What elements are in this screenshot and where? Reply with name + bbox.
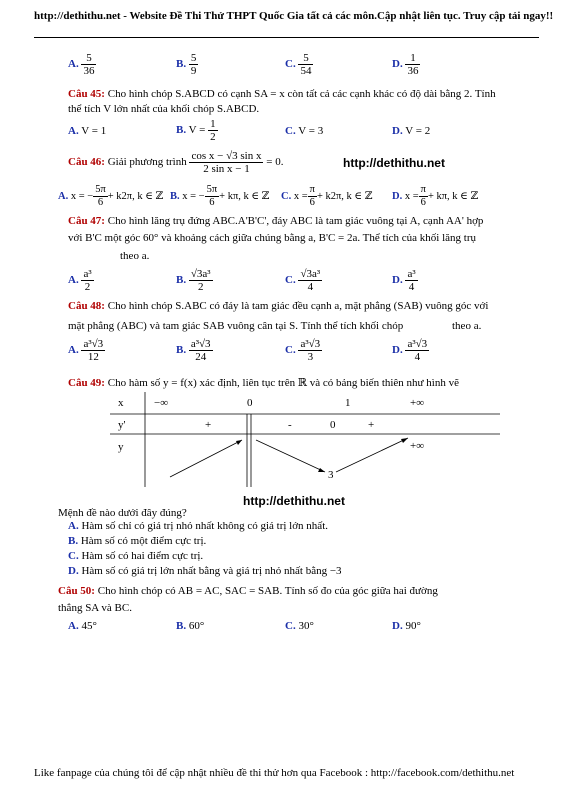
arrow-decrease — [256, 440, 325, 472]
page-header: http://dethithu.net - Website Đề Thi Thử THPT Quốc Gia tất cả các môn.Cập nhật liên tục. Truy cập tải ngay!! — [34, 10, 554, 22]
q46-option-c[interactable]: C. x = $\frac{\pi}{6}$ + k2π, k ∈ ℤ — [281, 184, 373, 208]
q47-line3: theo a. — [120, 250, 150, 262]
q46-stem: Câu 46: Giải phương trình $\frac{\text{cos x − √3 sin x}}{\text{2 sin x − 1}}$ = 0. — [68, 150, 284, 175]
q49-stem: Câu 49: Cho hàm số y = f(x) xác định, liên tục trên ℝ và có bảng biến thiên như hình vẽ — [68, 377, 459, 389]
q45-line2: thể tích V lớn nhất của khối chóp S.ABCD. — [68, 103, 260, 115]
variation-table — [110, 392, 505, 492]
x-value-pos-inf: +∞ — [410, 397, 425, 409]
row-label-x: x — [118, 397, 124, 409]
q44-option-d[interactable]: D. $\frac{1}{36}$ — [392, 52, 419, 77]
q50-line2: thẳng SA và BC. — [58, 602, 132, 614]
y-value-pos-inf: +∞ — [410, 440, 425, 452]
q48-line2: mặt phẳng (ABC) và tam giác SAB vuông cân tại S. Tính thể tích khối chóp — [68, 320, 404, 332]
q48-option-b[interactable]: B. $\frac{\text{a³√3}}{24}$ — [176, 338, 211, 363]
x-value-1: 1 — [345, 397, 351, 409]
yprime-sign-2: - — [288, 419, 292, 431]
q47-option-d[interactable]: D. $\frac{\text{a³}}{4}$ — [392, 268, 416, 293]
q48-option-d[interactable]: D. $\frac{\text{a³√3}}{4}$ — [392, 338, 428, 363]
q49-site-watermark: http://dethithu.net — [243, 494, 345, 508]
q50-option-d[interactable]: D. 90° — [392, 620, 421, 632]
q49-option-c[interactable]: C. Hàm số có hai điểm cực trị. — [68, 550, 204, 562]
x-value-0: 0 — [247, 397, 253, 409]
arrow-increase-2 — [336, 438, 408, 472]
y-value-min: 3 — [328, 469, 334, 481]
q45-option-a[interactable]: A. V = 1 — [68, 125, 107, 137]
q49-option-a[interactable]: A. Hàm số chỉ có giá trị nhỏ nhất không có giá trị lớn nhất. — [68, 520, 328, 532]
q45-option-b[interactable]: B. V = $\frac{1}{2}$ — [176, 118, 216, 143]
q44-option-a[interactable]: A. $\frac{5}{36}$ — [68, 52, 95, 77]
q50-option-c[interactable]: C. 30° — [285, 620, 314, 632]
q50-option-b[interactable]: B. 60° — [176, 620, 205, 632]
yprime-sign-1: + — [205, 419, 212, 431]
q44-option-b[interactable]: B. $\frac{5}{9}$ — [176, 52, 197, 77]
q46-option-a[interactable]: A. x = − $\frac{5\pi}{6}$ + k2π, k ∈ ℤ — [58, 184, 164, 208]
q47-option-c[interactable]: C. $\frac{\text{√3a³}}{4}$ — [285, 268, 321, 293]
q45-option-c[interactable]: C. V = 3 — [285, 125, 324, 137]
row-label-y: y — [118, 441, 124, 453]
yprime-sign-3: + — [368, 419, 375, 431]
q48-line1: Câu 48: Cho hình chóp S.ABC có đáy là tam giác đều cạnh a, mặt phẳng (SAB) vuông góc với — [68, 300, 489, 312]
q50-option-a[interactable]: A. 45° — [68, 620, 97, 632]
q47-line2: với B'C một góc 60° và khoảng cách giữa chúng bằng a, B'C = 2a. Thể tích của khối lăng trụ — [68, 232, 476, 244]
q50-line1: Câu 50: Cho hình chóp có AB = AC, SAC = SAB. Tính số đo của góc giữa hai đường — [58, 585, 438, 597]
x-value-neg-inf: −∞ — [154, 397, 169, 409]
q49-option-b[interactable]: B. Hàm số có một điểm cực trị. — [68, 535, 207, 547]
yprime-zero: 0 — [330, 419, 336, 431]
arrow-increase-1 — [170, 440, 242, 477]
q49-question: Mệnh đề nào dưới đây đúng? — [58, 507, 187, 519]
q45-option-d[interactable]: D. V = 2 — [392, 125, 431, 137]
q46-option-b[interactable]: B. x = − $\frac{5\pi}{6}$ + kπ, k ∈ ℤ — [170, 184, 270, 208]
header-divider — [34, 37, 539, 38]
q48-line2-tail: theo a. — [452, 320, 482, 332]
page-footer: Like fanpage của chúng tôi để cập nhật nhiều đề thi thử hơn qua Facebook : http://facebook.com/dethithu.net — [34, 767, 515, 779]
q49-option-d[interactable]: D. Hàm số có giá trị lớn nhất bằng và giá trị nhỏ nhất bằng −3 — [68, 565, 342, 577]
q48-option-c[interactable]: C. $\frac{\text{a³√3}}{3}$ — [285, 338, 321, 363]
q47-line1: Câu 47: Cho hình lăng trụ đứng ABC.A'B'C', đáy ABC là tam giác vuông tại A, cạnh AA' hợp — [68, 215, 484, 227]
q47-option-a[interactable]: A. $\frac{\text{a³}}{2}$ — [68, 268, 92, 293]
q48-option-a[interactable]: A. $\frac{\text{a³√3}}{12}$ — [68, 338, 104, 363]
row-label-yprime: y' — [118, 419, 126, 431]
q47-option-b[interactable]: B. $\frac{\text{√3a³}}{2}$ — [176, 268, 211, 293]
q46-option-d[interactable]: D. x = $\frac{\pi}{6}$ + kπ, k ∈ ℤ — [392, 184, 479, 208]
q45-line1: Câu 45: Cho hình chóp S.ABCD có cạnh SA = x còn tất cả các cạnh khác có độ dài bằng 2. Tính — [68, 88, 496, 100]
q44-option-c[interactable]: C. $\frac{5}{54}$ — [285, 52, 312, 77]
q46-site-watermark: http://dethithu.net — [343, 156, 445, 170]
